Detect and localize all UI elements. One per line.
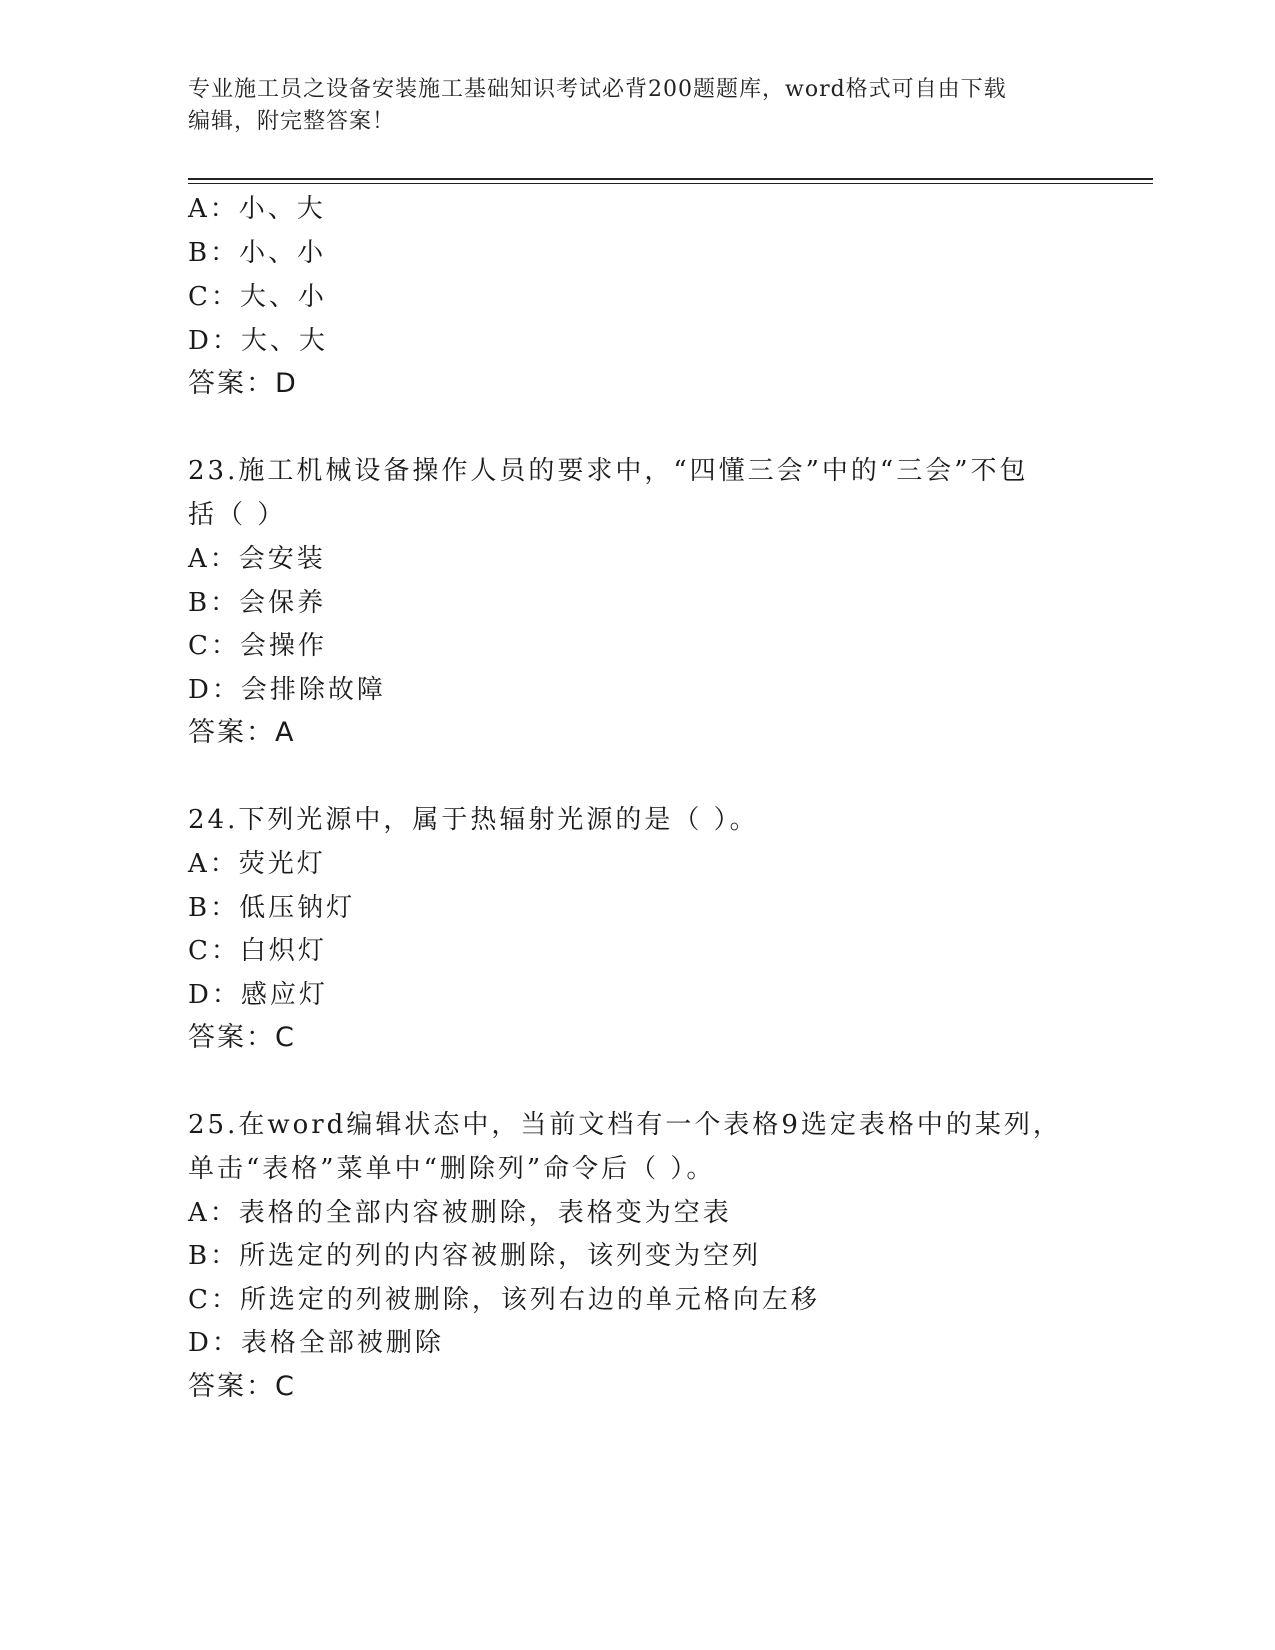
- q23-option-b: B：会保养: [188, 588, 327, 618]
- q25-option-c: C：所选定的列被删除，该列右边的单元格向左移: [188, 1285, 820, 1315]
- q23-answer: 答案：A: [188, 717, 296, 748]
- q24-option-d: D：感应灯: [188, 980, 328, 1010]
- q22-answer: 答案：D: [188, 368, 298, 399]
- q23-stem-line-2: 括（ ）: [188, 500, 287, 530]
- q24-option-c: C：白炽灯: [188, 936, 327, 966]
- q23-option-a: A：会安装: [188, 544, 326, 574]
- document-header: [188, 74, 1088, 138]
- q22-option-d: D：大、大: [188, 326, 328, 356]
- header-title-line-2: 编辑，附完整答案！: [188, 109, 396, 134]
- header-divider-thin: [188, 183, 1153, 184]
- q25-option-d: D：表格全部被删除: [188, 1328, 444, 1358]
- q23-option-c: C：会操作: [188, 631, 327, 661]
- q24-answer: 答案：C: [188, 1022, 296, 1053]
- q24-option-b: B：低压钠灯: [188, 893, 356, 923]
- q25-option-b: B：所选定的列的内容被删除，该列变为空列: [188, 1241, 762, 1271]
- header-title-line-1: 专业施工员之设备安装施工基础知识考试必背200题题库，word格式可自由下载: [188, 77, 1007, 102]
- q25-answer: 答案：C: [188, 1371, 296, 1402]
- q22-option-c: C：大、小: [188, 282, 327, 312]
- q22-option-b: B：小、小: [188, 238, 327, 268]
- header-divider-thick: [188, 178, 1153, 180]
- q24-option-a: A：荧光灯: [188, 849, 326, 879]
- q24-stem-line-1: 24.下列光源中，属于热辐射光源的是（ ）。: [188, 805, 759, 835]
- q25-stem-line-2: 单击“表格”菜单中“删除列”命令后（ ）。: [188, 1154, 716, 1184]
- q23-stem-line-1: 23.施工机械设备操作人员的要求中，“四懂三会”中的“三会”不包: [188, 456, 1029, 486]
- q25-option-a: A：表格的全部内容被删除，表格变为空表: [188, 1198, 732, 1228]
- q23-option-d: D：会排除故障: [188, 675, 386, 705]
- q25-stem-line-1: 25.在word编辑状态中，当前文档有一个表格9选定表格中的某列，: [188, 1110, 1062, 1140]
- q22-option-a: A：小、大: [188, 194, 326, 224]
